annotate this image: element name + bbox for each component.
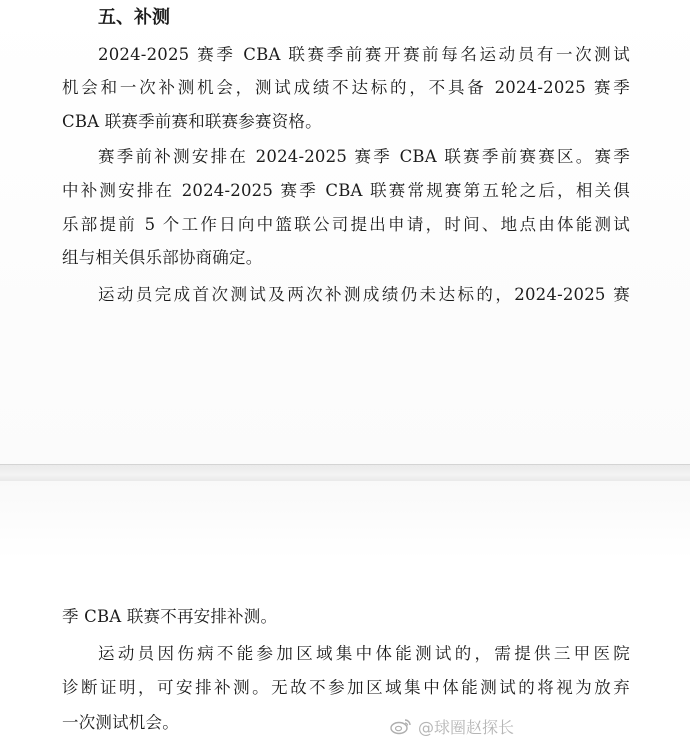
paragraph-2-line-2: 中补测安排在 2024-2025 赛季 CBA 联赛常规赛第五轮之后，相关俱 [62, 181, 630, 200]
page-2-paragraph-1-line-1: 季 CBA 联赛不再安排补测。 [62, 607, 278, 626]
page-2-paragraph-2-line-2: 诊断证明，可安排补测。无故不参加区域集中体能测试的将视为放弃 [62, 678, 630, 697]
watermark-text: @球圈赵探长 [418, 717, 515, 737]
paragraph-2-line-4: 组与相关俱乐部协商确定。 [62, 248, 263, 267]
paragraph-1-line-3: CBA 联赛季前赛和联赛参赛资格。 [62, 112, 322, 131]
paragraph-2-line-1: 赛季前补测安排在 2024-2025 赛季 CBA 联赛季前赛赛区。赛季 [98, 147, 630, 166]
paragraph-3-line-1: 运动员完成首次测试及两次补测成绩仍未达标的，2024-2025 赛 [98, 285, 630, 304]
watermark [390, 712, 514, 740]
paragraph-2-line-3: 乐部提前 5 个工作日向中篮联公司提出申请，时间、地点由体能测试 [62, 215, 630, 234]
page-divider [0, 464, 690, 482]
section-heading: 五、补测 [98, 7, 170, 28]
page-2-paragraph-2-line-1: 运动员因伤病不能参加区域集中体能测试的，需提供三甲医院 [98, 644, 630, 663]
paragraph-1-line-1: 2024-2025 赛季 CBA 联赛季前赛开赛前每名运动员有一次测试 [98, 45, 630, 64]
paragraph-1-line-2: 机会和一次补测机会，测试成绩不达标的，不具备 2024-2025 赛季 [62, 78, 630, 97]
page-2-paragraph-2-line-3: 一次测试机会。 [62, 713, 179, 732]
weibo-icon [390, 717, 412, 735]
